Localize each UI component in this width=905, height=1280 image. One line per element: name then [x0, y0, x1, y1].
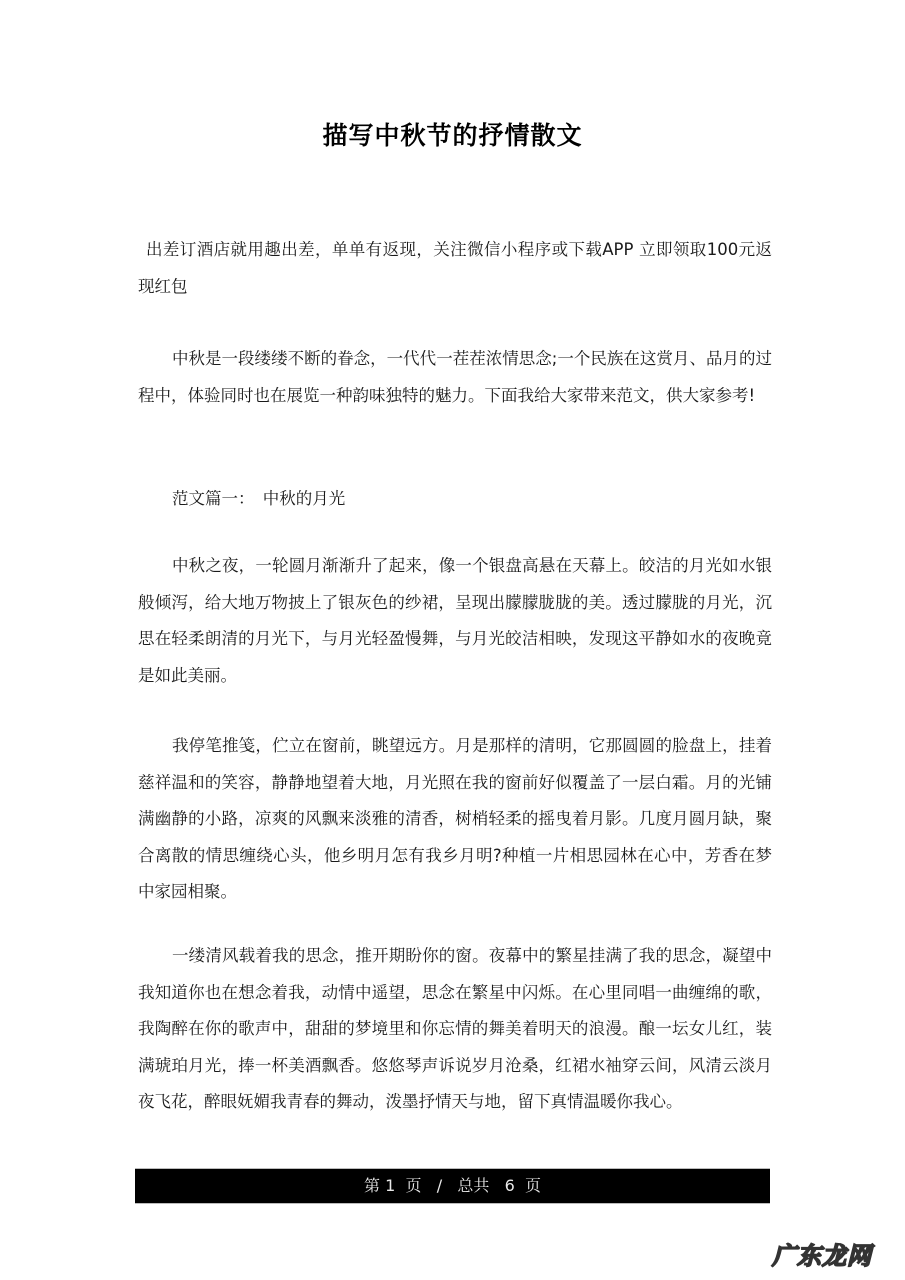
- body-paragraph: 我停笔推笺，伫立在窗前，眺望远方。月是那样的清明，它那圆圆的脸盘上，挂着慈祥温和的笑容，静静地望着大地，月光照在我的窗前好似覆盖了一层白霜。月的光铺满幽静的小路，凉爽的风飘来淡雅的清香，树梢轻柔的摇曳着月影。几度月圆月缺，聚合离散的情思缠绕心头，他乡明月怎有我乡月明?种植一片相思园林在心中，芳香在梦中家园相聚。: [138, 736, 772, 902]
- page-footer-bar: [135, 1168, 770, 1204]
- intro-paragraph: 中秋是一段缕缕不断的眷念，一代代一茬茬浓情思念;一个民族在这赏月、品月的过程中，体验同时也在展览一种韵味独特的魅力。下面我给大家带来范文，供大家参考!: [138, 349, 772, 405]
- page-indicator: 第 1 页 / 总共 6 页: [364, 1176, 541, 1195]
- document-title: 描写中秋节的抒情散文: [322, 121, 583, 150]
- body-paragraph: 中秋之夜，一轮圆月渐渐升了起来，像一个银盘高悬在天幕上。皎洁的月光如水银般倾泻，给大地万物披上了银灰色的纱裙，呈现出朦朦胧胧的美。透过朦胧的月光，沉思在轻柔朗清的月光下，与月光轻盈慢舞，与月光皎洁相映，发现这平静如水的夜晚竟是如此美丽。: [138, 556, 772, 685]
- watermark-logo: 广东龙网: [772, 1242, 872, 1270]
- ad-text: 出差订酒店就用趣出差，单单有返现，关注微信小程序或下载APP 立即领取100元返现红包: [138, 240, 772, 296]
- section-heading: 范文篇一： 中秋的月光: [172, 489, 346, 508]
- body-paragraph: 一缕清风载着我的思念，推开期盼你的窗。夜幕中的繁星挂满了我的思念，凝望中我知道你也在想念着我，动情中遥望，思念在繁星中闪烁。在心里同唱一曲缠绵的歌，我陶醉在你的歌声中，甜甜的梦境里和你忘情的舞美着明天的浪漫。酿一坛女儿红，装满琥珀月光，捧一杯美酒飘香。悠悠琴声诉说岁月沧桑，红裙水袖穿云间，风清云淡月夜飞花，醉眼妩媚我青春的舞动，泼墨抒情天与地，留下真情温暖你我心。: [138, 946, 772, 1112]
